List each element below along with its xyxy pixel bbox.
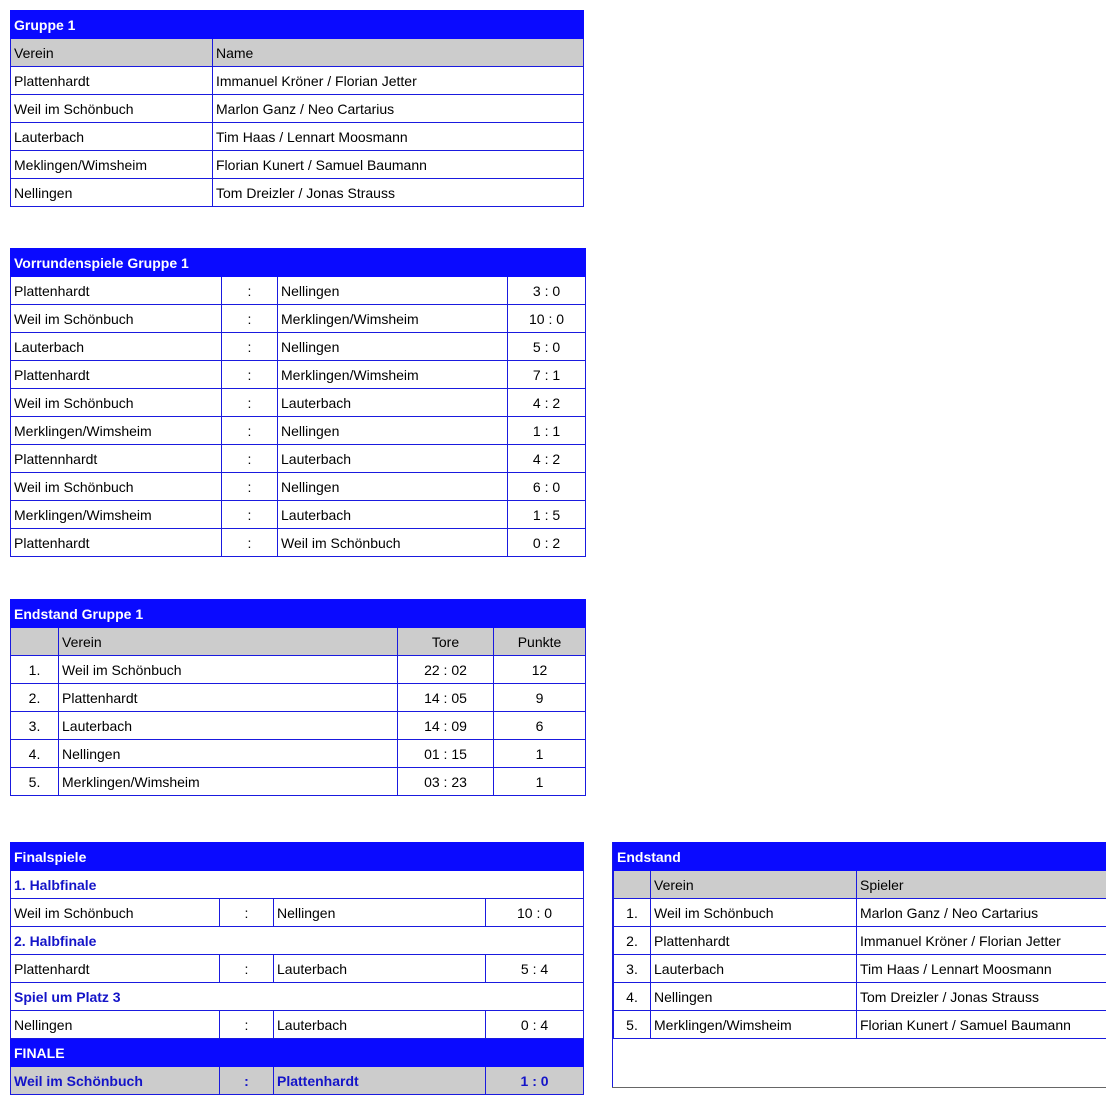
game-away: Nellingen: [278, 417, 508, 445]
divider: [612, 1087, 1106, 1088]
table-row: [11, 151, 584, 179]
game-home: Weil im Schönbuch: [11, 305, 222, 333]
table-row: [11, 529, 586, 557]
table-row: [11, 95, 584, 123]
endstand-header-verein: Verein: [651, 871, 857, 899]
game-separator: :: [222, 361, 278, 389]
game-away: Nellingen: [278, 333, 508, 361]
game-score: 5 : 4: [486, 955, 584, 983]
gruppe-verein: Lauterbach: [11, 123, 213, 151]
platz3-label: Spiel um Platz 3: [11, 983, 584, 1011]
rank: 5.: [614, 1011, 651, 1039]
endstand-gruppe-header-punkte: Punkte: [494, 628, 586, 656]
table-row: [11, 361, 586, 389]
halbfinale1-label: 1. Halbfinale: [11, 871, 584, 899]
game-score: 10 : 0: [486, 899, 584, 927]
rank: 2.: [614, 927, 651, 955]
verein: Weil im Schönbuch: [651, 899, 857, 927]
final-home: Weil im Schönbuch: [11, 1067, 220, 1095]
gruppe-title: Gruppe 1: [11, 11, 584, 39]
table-row: [11, 684, 586, 712]
table-row: [11, 740, 586, 768]
game-home: Plattennhardt: [11, 445, 222, 473]
table-row: [11, 768, 586, 796]
game-score: 0 : 2: [508, 529, 586, 557]
table-row: [614, 955, 1106, 983]
gruppe-name: Immanuel Kröner / Florian Jetter: [213, 67, 584, 95]
table-row: [11, 417, 586, 445]
game-home: Weil im Schönbuch: [11, 473, 222, 501]
game-away: Lauterbach: [274, 1011, 486, 1039]
final-score: 1 : 0: [486, 1067, 584, 1095]
verein: Lauterbach: [651, 955, 857, 983]
game-separator: :: [222, 417, 278, 445]
vorrunde-title: Vorrundenspiele Gruppe 1: [11, 249, 586, 277]
gruppe-name: Florian Kunert / Samuel Baumann: [213, 151, 584, 179]
punkte: 1: [494, 740, 586, 768]
game-home: Plattenhardt: [11, 955, 220, 983]
punkte: 12: [494, 656, 586, 684]
game-score: 5 : 0: [508, 333, 586, 361]
game-score: 1 : 1: [508, 417, 586, 445]
table-row: [11, 67, 584, 95]
table-row: [11, 389, 586, 417]
game-score: 0 : 4: [486, 1011, 584, 1039]
game-away: Lauterbach: [274, 955, 486, 983]
game-away: Lauterbach: [278, 389, 508, 417]
game-home: Plattenhardt: [11, 529, 222, 557]
verein: Weil im Schönbuch: [59, 656, 398, 684]
punkte: 1: [494, 768, 586, 796]
halbfinale2-label: 2. Halbfinale: [11, 927, 584, 955]
rank: 1.: [11, 656, 59, 684]
table-row: [11, 277, 586, 305]
game-home: Nellingen: [11, 1011, 220, 1039]
game-separator: :: [222, 445, 278, 473]
game-home: Plattenhardt: [11, 277, 222, 305]
rank: 3.: [11, 712, 59, 740]
game-separator: :: [222, 529, 278, 557]
game-away: Nellingen: [278, 473, 508, 501]
verein: Plattenhardt: [651, 927, 857, 955]
finalspiele-table: [10, 842, 584, 1095]
punkte: 9: [494, 684, 586, 712]
punkte: 6: [494, 712, 586, 740]
game-home: Merklingen/Wimsheim: [11, 417, 222, 445]
gruppe-verein: Weil im Schönbuch: [11, 95, 213, 123]
verein: Nellingen: [59, 740, 398, 768]
endstand-title: Endstand: [614, 843, 1106, 871]
tore: 01 : 15: [398, 740, 494, 768]
rank: 2.: [11, 684, 59, 712]
table-row: [11, 179, 584, 207]
final-separator: :: [220, 1067, 274, 1095]
game-home: Lauterbach: [11, 333, 222, 361]
tore: 03 : 23: [398, 768, 494, 796]
game-separator: :: [220, 899, 274, 927]
game-home: Merklingen/Wimsheim: [11, 501, 222, 529]
table-row: [11, 1011, 584, 1039]
spieler: Tim Haas / Lennart Moosmann: [857, 955, 1106, 983]
verein: Lauterbach: [59, 712, 398, 740]
verein: Plattenhardt: [59, 684, 398, 712]
tore: 14 : 05: [398, 684, 494, 712]
game-separator: :: [222, 501, 278, 529]
verein: Merklingen/Wimsheim: [651, 1011, 857, 1039]
game-score: 3 : 0: [508, 277, 586, 305]
endstand-table: [613, 842, 1106, 1039]
gruppe-name: Marlon Ganz / Neo Cartarius: [213, 95, 584, 123]
finalspiele-title: Finalspiele: [11, 843, 584, 871]
gruppe-header-verein: Verein: [11, 39, 213, 67]
game-separator: :: [220, 1011, 274, 1039]
game-score: 4 : 2: [508, 445, 586, 473]
table-row: [11, 501, 586, 529]
rank: 5.: [11, 768, 59, 796]
spieler: Marlon Ganz / Neo Cartarius: [857, 899, 1106, 927]
rank: 4.: [11, 740, 59, 768]
table-row: [11, 123, 584, 151]
table-row: [614, 927, 1106, 955]
game-score: 7 : 1: [508, 361, 586, 389]
game-separator: :: [222, 389, 278, 417]
game-away: Lauterbach: [278, 501, 508, 529]
spieler: Immanuel Kröner / Florian Jetter: [857, 927, 1106, 955]
game-separator: :: [220, 955, 274, 983]
final-away: Plattenhardt: [274, 1067, 486, 1095]
game-home: Plattenhardt: [11, 361, 222, 389]
table-row: [614, 983, 1106, 1011]
table-row: [11, 1067, 584, 1095]
gruppe-verein: Meklingen/Wimsheim: [11, 151, 213, 179]
finale-label: FINALE: [11, 1039, 584, 1067]
game-away: Lauterbach: [278, 445, 508, 473]
endstand-header-rank: [614, 871, 651, 899]
gruppe-verein: Plattenhardt: [11, 67, 213, 95]
endstand-gruppe-header-rank: [11, 628, 59, 656]
endstand-gruppe-title: Endstand Gruppe 1: [11, 600, 586, 628]
gruppe-header-name: Name: [213, 39, 584, 67]
endstand-gruppe-table: [10, 599, 586, 796]
spieler: Tom Dreizler / Jonas Strauss: [857, 983, 1106, 1011]
game-score: 1 : 5: [508, 501, 586, 529]
game-separator: :: [222, 305, 278, 333]
game-away: Weil im Schönbuch: [278, 529, 508, 557]
rank: 3.: [614, 955, 651, 983]
game-score: 10 : 0: [508, 305, 586, 333]
tore: 14 : 09: [398, 712, 494, 740]
table-row: [11, 333, 586, 361]
game-separator: :: [222, 473, 278, 501]
game-away: Merklingen/Wimsheim: [278, 305, 508, 333]
game-away: Nellingen: [274, 899, 486, 927]
table-row: [614, 1011, 1106, 1039]
game-separator: :: [222, 277, 278, 305]
game-separator: :: [222, 333, 278, 361]
verein: Merklingen/Wimsheim: [59, 768, 398, 796]
table-row: [11, 899, 584, 927]
table-row: [614, 899, 1106, 927]
endstand-header-spieler: Spieler: [857, 871, 1106, 899]
game-score: 6 : 0: [508, 473, 586, 501]
table-row: [11, 445, 586, 473]
table-row: [11, 955, 584, 983]
gruppe-table: [10, 10, 584, 207]
rank: 4.: [614, 983, 651, 1011]
gruppe-verein: Nellingen: [11, 179, 213, 207]
endstand-gruppe-header-verein: Verein: [59, 628, 398, 656]
rank: 1.: [614, 899, 651, 927]
game-away: Nellingen: [278, 277, 508, 305]
tore: 22 : 02: [398, 656, 494, 684]
endstand-gruppe-header-tore: Tore: [398, 628, 494, 656]
gruppe-name: Tim Haas / Lennart Moosmann: [213, 123, 584, 151]
spieler: Florian Kunert / Samuel Baumann: [857, 1011, 1106, 1039]
game-away: Merklingen/Wimsheim: [278, 361, 508, 389]
game-home: Weil im Schönbuch: [11, 899, 220, 927]
table-row: [11, 656, 586, 684]
table-row: [11, 473, 586, 501]
table-row: [11, 305, 586, 333]
verein: Nellingen: [651, 983, 857, 1011]
vorrunde-table: [10, 248, 586, 557]
table-row: [11, 712, 586, 740]
game-home: Weil im Schönbuch: [11, 389, 222, 417]
gruppe-name: Tom Dreizler / Jonas Strauss: [213, 179, 584, 207]
game-score: 4 : 2: [508, 389, 586, 417]
